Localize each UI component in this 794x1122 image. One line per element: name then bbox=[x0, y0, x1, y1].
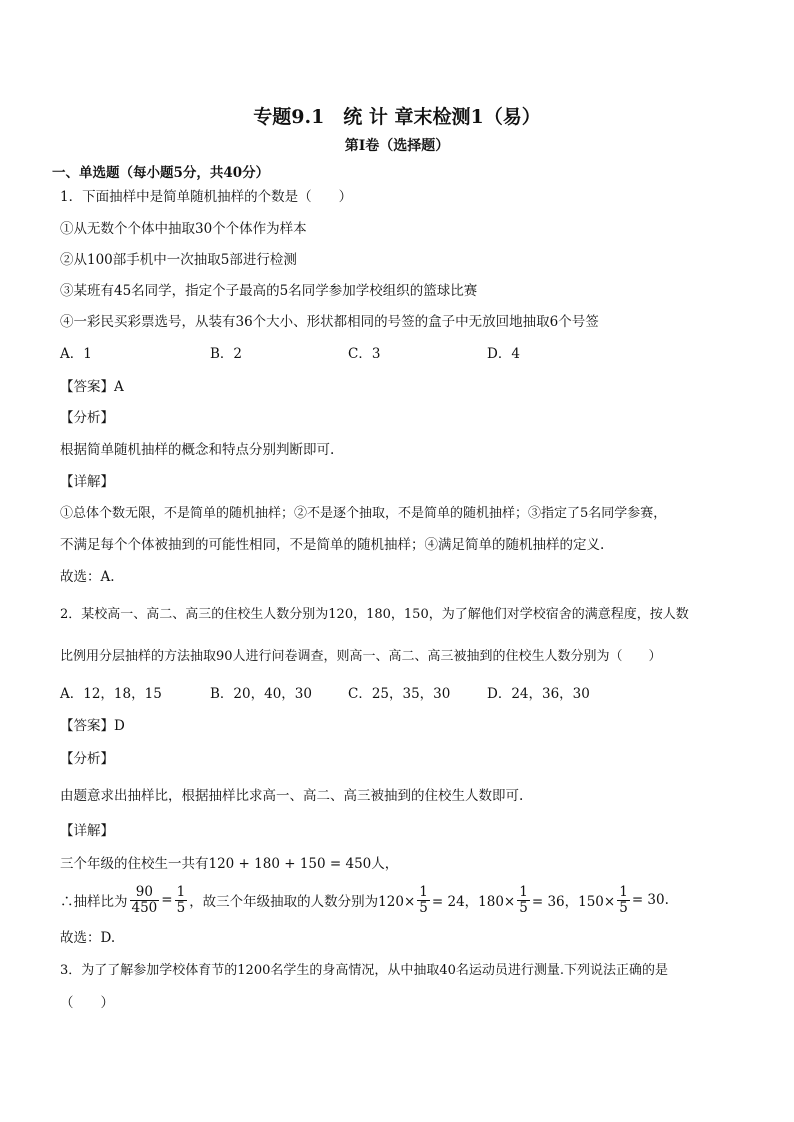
q2-stem-line-1: 2．某校高一、高二、高三的住校生人数分别为120，180，150，为了解他们对学校宿舍的满意程度，按人数 bbox=[60, 607, 689, 622]
fraction-denominator: 5 bbox=[419, 899, 428, 916]
q2-option-c: C．25，35，30 bbox=[348, 686, 451, 702]
q2-option-b: B．20，40，30 bbox=[210, 686, 312, 702]
q2-analysis-label: 【分析】 bbox=[60, 751, 114, 767]
fraction-1-5 bbox=[417, 885, 430, 916]
fraction-denominator: 5 bbox=[519, 899, 528, 916]
math-result-36: = 36，150× bbox=[531, 894, 616, 910]
q1-option-d: D．4 bbox=[487, 346, 520, 362]
q1-choice: 故选：A. bbox=[60, 569, 115, 585]
math-result-24: = 24，180× bbox=[431, 894, 516, 910]
document-title: 专题9.1 统 计 章末检测1（易） bbox=[253, 106, 541, 128]
q2-option-d: D．24，36，30 bbox=[487, 686, 590, 702]
math-equals: = bbox=[161, 892, 173, 908]
q1-option-b: B．2 bbox=[210, 346, 243, 362]
fraction-1-5 bbox=[517, 885, 530, 916]
q2-detail-label: 【详解】 bbox=[60, 823, 114, 839]
q1-detail-label: 【详解】 bbox=[60, 474, 114, 490]
fraction-denominator: 450 bbox=[131, 899, 158, 916]
fraction-numerator: 1 bbox=[176, 883, 186, 900]
q2-choice: 故选：D. bbox=[60, 930, 116, 946]
q1-answer: 【答案】A bbox=[60, 379, 124, 395]
q2-option-a: A．12，18，15 bbox=[60, 686, 162, 702]
q2-analysis: 由题意求出抽样比，根据抽样比求高一、高二、高三被抽到的住校生人数即可. bbox=[60, 788, 524, 804]
fraction-denominator: 5 bbox=[176, 899, 186, 916]
q3-stem-line-2: （ ） bbox=[60, 995, 114, 1011]
fraction-numerator: 1 bbox=[419, 883, 428, 900]
q1-detail-line-2: 不满足每个个体被抽到的可能性相同，不是简单的随机抽样；④满足简单的随机抽样的定义. bbox=[60, 537, 605, 553]
q1-item-4: ④一彩民买彩票选号，从装有36个大小、形状都相同的号签的盒子中无放回地抽取6个号签 bbox=[60, 314, 599, 330]
math-middle-text: ，故三个年级抽取的人数分别为120× bbox=[189, 894, 416, 910]
fraction-numerator: 1 bbox=[519, 883, 528, 900]
q2-math-line bbox=[60, 880, 669, 920]
q1-analysis: 根据简单随机抽样的概念和特点分别判断即可. bbox=[60, 442, 335, 458]
q1-analysis-label: 【分析】 bbox=[60, 410, 114, 426]
q3-stem-line-1: 3．为了了解参加学校体育节的1200名学生的身高情况，从中抽取40名运动员进行测量.下列说法正确的是 bbox=[60, 963, 669, 978]
q2-detail-line-1: 三个年级的住校生一共有120 + 180 + 150 = 450人， bbox=[60, 856, 399, 872]
fraction-denominator: 5 bbox=[619, 899, 628, 916]
fraction-numerator: 90 bbox=[130, 885, 160, 901]
q1-stem: 1．下面抽样中是简单随机抽样的个数是（ ） bbox=[60, 189, 353, 205]
section-heading: 一、单选题（每小题5分，共40分） bbox=[52, 165, 270, 181]
math-prefix: ∴抽样比为 bbox=[60, 894, 128, 910]
q1-item-1: ①从无数个个体中抽取30个个体作为样本 bbox=[60, 221, 307, 237]
q2-answer: 【答案】D bbox=[60, 718, 125, 734]
fraction-1-5 bbox=[175, 885, 188, 916]
fraction-numerator: 1 bbox=[619, 883, 628, 900]
q1-option-c: C．3 bbox=[348, 346, 381, 362]
fraction-1-5 bbox=[617, 885, 630, 916]
fraction-90-450 bbox=[130, 885, 160, 916]
q1-option-a: A．1 bbox=[60, 346, 92, 362]
q1-detail-line-1: ①总体个数无限，不是简单的随机抽样；②不是逐个抽取，不是简单的随机抽样；③指定了5名同学参赛， bbox=[60, 506, 667, 521]
section-subtitle: 第I卷（选择题） bbox=[344, 138, 450, 154]
q2-stem-line-2: 比例用分层抽样的方法抽取90人进行问卷调查，则高一、高二、高三被抽到的住校生人数分别为（ ） bbox=[60, 649, 662, 664]
q1-item-2: ②从100部手机中一次抽取5部进行检测 bbox=[60, 252, 297, 268]
math-result-30: = 30. bbox=[631, 892, 669, 908]
q1-item-3: ③某班有45名同学，指定个子最高的5名同学参加学校组织的篮球比赛 bbox=[60, 283, 478, 299]
